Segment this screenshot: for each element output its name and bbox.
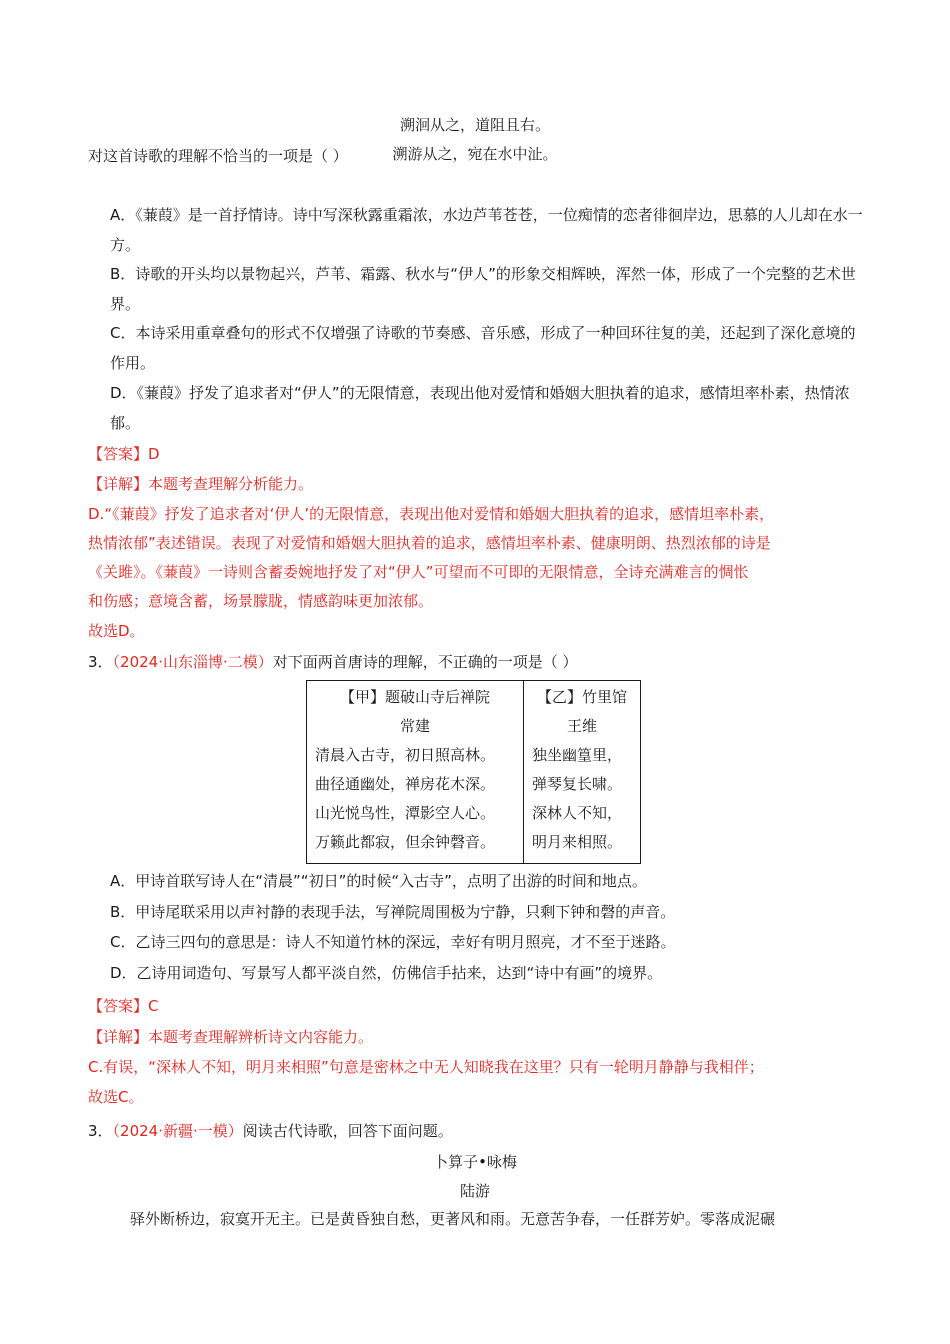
option-c: C．本诗采用重章叠句的形式不仅增强了诗歌的节奏感、音乐感，形成了一种回环往复的美，还起到了深化意境的作用。 [110, 324, 856, 372]
poem-line: 溯游从之，宛在水中沚。 [392, 145, 558, 163]
conclusion: 故选C。 [88, 1088, 144, 1106]
question-source: （2024·山东淄博·二模） [112, 653, 273, 671]
option-d: D．乙诗用词造句、写景写人都平淡自然，仿佛信手拈来，达到“诗中有画”的境界。 [110, 964, 663, 982]
question-source: （2024·新疆·一模） [112, 1122, 243, 1140]
explanation-line: C.有误，“深林人不知，明月来相照”句意是密林之中无人知晓我在这里？只有一轮明月静静与我相伴； [88, 1058, 764, 1076]
question-number: 3． [88, 653, 113, 671]
explanation-line: 热情浓郁”表述错误。表现了对爱情和婚姻大胆执着的追求，感情坦率朴素、健康明朗、热烈浓郁的诗是 [88, 534, 771, 552]
poem-a-line: 清晨入古寺，初日照高林。 [315, 746, 496, 764]
option-b: B．诗歌的开头均以景物起兴，芦苇、霜露、秋水与“伊人”的形象交相辉映，浑然一体，形成了一个完整的艺术世界。 [110, 265, 856, 313]
poem-text: 驿外断桥边，寂寞开无主。已是黄昏独自愁，更著风和雨。无意苦争春，一任群芳妒。零落成泥碾 [130, 1210, 776, 1228]
option-a: A．甲诗首联写诗人在“清晨”“初日”的时候“入古寺”，点明了出游的时间和地点。 [110, 872, 647, 890]
question-header [88, 1121, 453, 1141]
poem-a-author: 常建 [399, 717, 430, 735]
question-header [88, 652, 578, 672]
option-a: A．《蒹葭》是一首抒情诗。诗中写深秋露重霜浓，水边芦苇苍苍，一位痴情的恋者徘徊岸边，思慕的人儿却在水一方。 [110, 206, 863, 254]
explanation-line: 《关雎》。《蒹葭》一诗则含蓄委婉地抒发了对“伊人”可望而不可即的无限情意，全诗充满难言的惆怅 [88, 563, 749, 581]
question-number: 3． [88, 1122, 113, 1140]
poem-b-cell [524, 681, 641, 864]
answer: 【答案】D [88, 445, 160, 463]
question-stem: 对这首诗歌的理解不恰当的一项是（ ） [88, 147, 348, 165]
poem-b-line: 明月来相照。 [532, 833, 623, 851]
poem-b-title: 【乙】竹里馆 [536, 688, 627, 706]
detail-heading: 【详解】本题考查理解辨析诗文内容能力。 [88, 1028, 374, 1046]
poem-a-line: 万籁此都寂，但余钟磬音。 [315, 833, 496, 851]
poem-a-line: 曲径通幽处，禅房花木深。 [315, 775, 496, 793]
poem-a-cell [307, 681, 524, 864]
poem-a-line: 山光悦鸟性，潭影空人心。 [315, 804, 496, 822]
option-b: B．甲诗尾联采用以声衬静的表现手法，写禅院周围极为宁静，只剩下钟和磬的声音。 [110, 903, 676, 921]
detail-heading: 【详解】本题考查理解分析能力。 [88, 475, 314, 493]
explanation-line: D.“《蒹葭》抒发了追求者对‘伊人’的无限情意，表现出他对爱情和婚姻大胆执着的追求，感情坦率朴素， [88, 505, 775, 523]
question-stem: 对下面两首唐诗的理解，不正确的一项是（ ） [272, 653, 578, 671]
poem-line: 溯洄从之，道阻且右。 [399, 116, 550, 134]
poem-b-line: 独坐幽篁里， [532, 746, 623, 764]
poem-table [306, 680, 641, 864]
poem-a-title: 【甲】题破山寺后禅院 [339, 688, 490, 706]
conclusion: 故选D。 [88, 622, 145, 640]
poem-b-line: 弹琴复长啸。 [532, 775, 623, 793]
poem-b-author: 王维 [566, 717, 597, 735]
option-c: C．乙诗三四句的意思是：诗人不知道竹林的深远，幸好有明月照亮，才不至于迷路。 [110, 933, 676, 951]
poem-author: 陆游 [459, 1182, 490, 1200]
question-stem: 阅读古代诗歌，回答下面问题。 [242, 1122, 453, 1140]
option-d: D．《蒹葭》抒发了追求者对“伊人”的无限情意，表现出他对爱情和婚姻大胆执着的追求，感情坦率朴素，热情浓郁。 [110, 384, 850, 432]
explanation-line: 和伤感；意境含蓄，场景朦胧，情感韵味更加浓郁。 [88, 592, 434, 610]
poem-title: 卜算子•咏梅 [433, 1153, 517, 1171]
answer: 【答案】C [88, 997, 159, 1015]
poem-b-line: 深林人不知， [532, 804, 623, 822]
